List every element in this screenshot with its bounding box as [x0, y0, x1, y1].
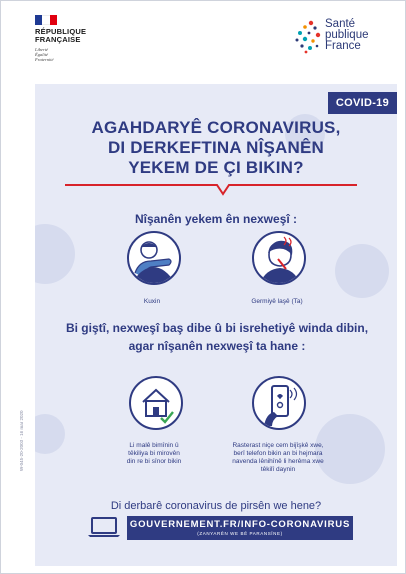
section-advice-title: Bi giştî, nexweşî baş dibe û bi isrehetiyê winda dibin, agar nîşanên nexweşî ta hane : — [65, 321, 369, 353]
phone-icon — [252, 376, 306, 430]
home-icon — [129, 376, 183, 430]
section-first-symptoms-title: Nîşanên yekem ên nexweşî : — [134, 212, 298, 226]
republique-motto: Liberté Égalité Fraternité — [35, 47, 54, 63]
speech-bubble-underline — [65, 182, 357, 196]
info-url-link[interactable]: GOUVERNEMENT.FR/INFO-CORONAVIRUS (ZANYARÊN WE BÊ PARANSÎNE) — [127, 516, 353, 540]
french-flag-icon — [35, 15, 57, 25]
sante-publique-logo-icon — [293, 19, 323, 55]
footer-question: Di derbarê coronavirus de pirsên we hene? — [110, 500, 322, 512]
sante-publique-name: Santé publique France — [325, 18, 369, 52]
fever-icon — [252, 231, 306, 285]
symptom-label-cough: Kuxin — [143, 298, 161, 305]
cough-icon — [127, 231, 181, 285]
document-code: W-045-20-2003 - 16 mar 2020 — [19, 410, 24, 471]
info-panel — [35, 84, 397, 566]
symptom-label-fever: Germiyê laşê (Ta) — [251, 298, 303, 305]
virus-decoration — [35, 414, 65, 454]
laptop-icon — [87, 516, 121, 538]
headline: AGAHDARYÊ CORONAVIRUS, DI DERKEFTINA NÎŞANÊN YEKEM DE ÇI BIKIN? — [91, 118, 341, 177]
republique-francaise-title: RÉPUBLIQUE FRANÇAISE — [35, 27, 87, 44]
advice-label-call-doctor: Rasterast niçe cem bijîşkê xwe, berî telefon bikin an bi hejmara navenda lênihînê li herêma xwe têkilî daynin — [232, 442, 324, 473]
advice-label-stay-home: Li malê bimînin û têkiliya bi mirovên din re bi sînor bikin — [126, 442, 182, 465]
virus-decoration — [35, 224, 75, 284]
virus-decoration — [335, 244, 389, 298]
covid-badge: COVID-19 — [328, 92, 397, 114]
